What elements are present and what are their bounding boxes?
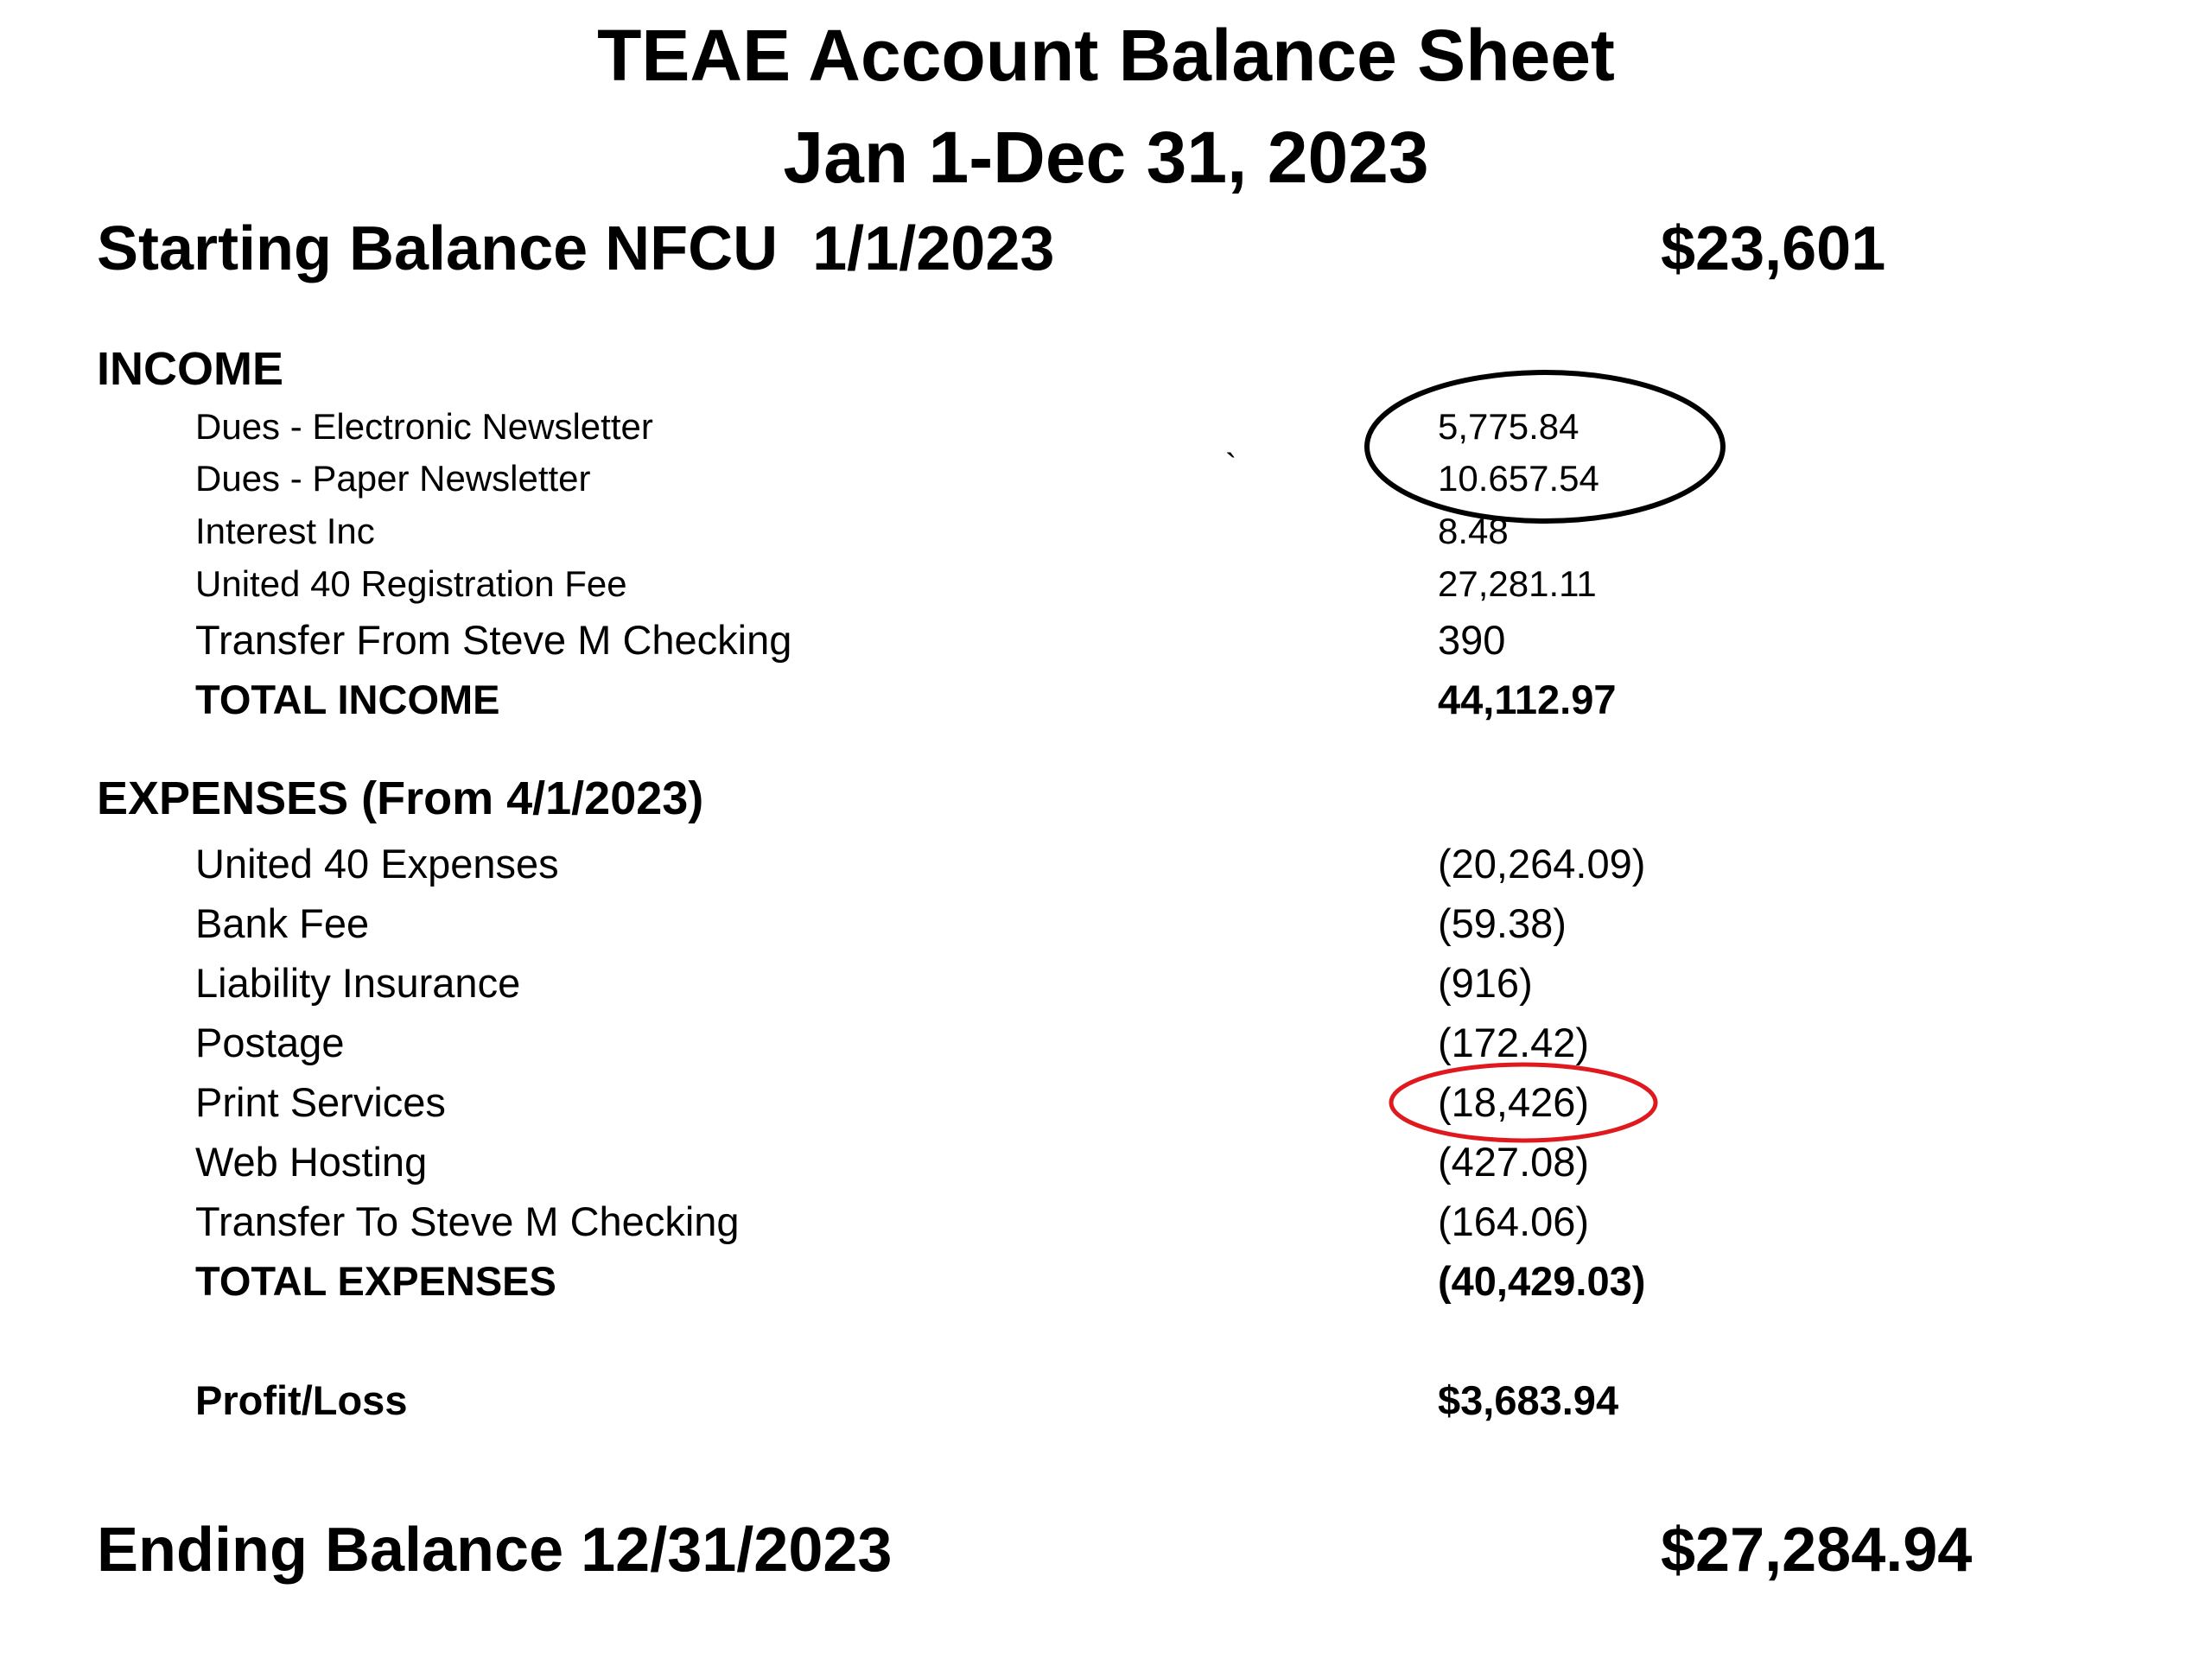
expense-row-value: (18,426) (1438, 1079, 1590, 1125)
total-income-value: 44,112.97 (1438, 677, 1617, 722)
income-row-value: 27,281.11 (1438, 563, 1597, 604)
expense-row-value: (164.06) (1438, 1198, 1590, 1244)
income-row-label: Dues - Paper Newsletter (195, 458, 591, 499)
expense-row-label: Liability Insurance (195, 960, 521, 1006)
income-row-value: 390 (1438, 617, 1506, 663)
profit-loss-label: Profit/Loss (195, 1377, 408, 1423)
expense-row-label: Transfer To Steve M Checking (195, 1198, 740, 1244)
income-heading: INCOME (97, 343, 283, 395)
expenses-heading: EXPENSES (From 4/1/2023) (97, 772, 704, 824)
sheet-title: TEAE Account Balance Sheet (597, 15, 1615, 96)
expense-row-label: United 40 Expenses (195, 841, 559, 887)
total-expenses-value: (40,429.03) (1438, 1258, 1646, 1304)
income-row-label: Interest Inc (195, 511, 375, 551)
total-expenses-label: TOTAL EXPENSES (195, 1258, 556, 1304)
income-row-value: 10.657.54 (1438, 458, 1599, 499)
expense-row-label: Bank Fee (195, 900, 370, 946)
expense-row-value: (20,264.09) (1438, 841, 1646, 887)
expense-row-value: (59.38) (1438, 900, 1567, 946)
expense-row-value: (427.08) (1438, 1139, 1590, 1185)
sheet-period: Jan 1-Dec 31, 2023 (783, 117, 1429, 198)
income-row-value: 5,775.84 (1438, 406, 1580, 447)
expense-row-label: Web Hosting (195, 1139, 428, 1185)
expense-row-value: (172.42) (1438, 1020, 1590, 1065)
expense-row-label: Print Services (195, 1079, 446, 1125)
profit-loss-value: $3,683.94 (1438, 1377, 1619, 1423)
income-row-label: Transfer From Steve M Checking (195, 617, 792, 663)
income-row-value: 8.48 (1438, 511, 1509, 551)
expense-row-value: (916) (1438, 960, 1533, 1006)
starting-balance-value: $23,601 (1661, 214, 1886, 283)
total-income-label: TOTAL INCOME (195, 677, 500, 722)
ending-balance-value: $27,284.94 (1661, 1516, 1973, 1585)
expense-row-label: Postage (195, 1020, 345, 1065)
stray-mark: ` (1225, 448, 1237, 486)
income-row-label: United 40 Registration Fee (195, 563, 627, 604)
dues-highlight-circle (1367, 372, 1723, 521)
income-row-label: Dues - Electronic Newsletter (195, 406, 653, 447)
ending-balance-label: Ending Balance 12/31/2023 (97, 1516, 893, 1585)
starting-balance-label: Starting Balance NFCU 1/1/2023 (97, 214, 1055, 283)
